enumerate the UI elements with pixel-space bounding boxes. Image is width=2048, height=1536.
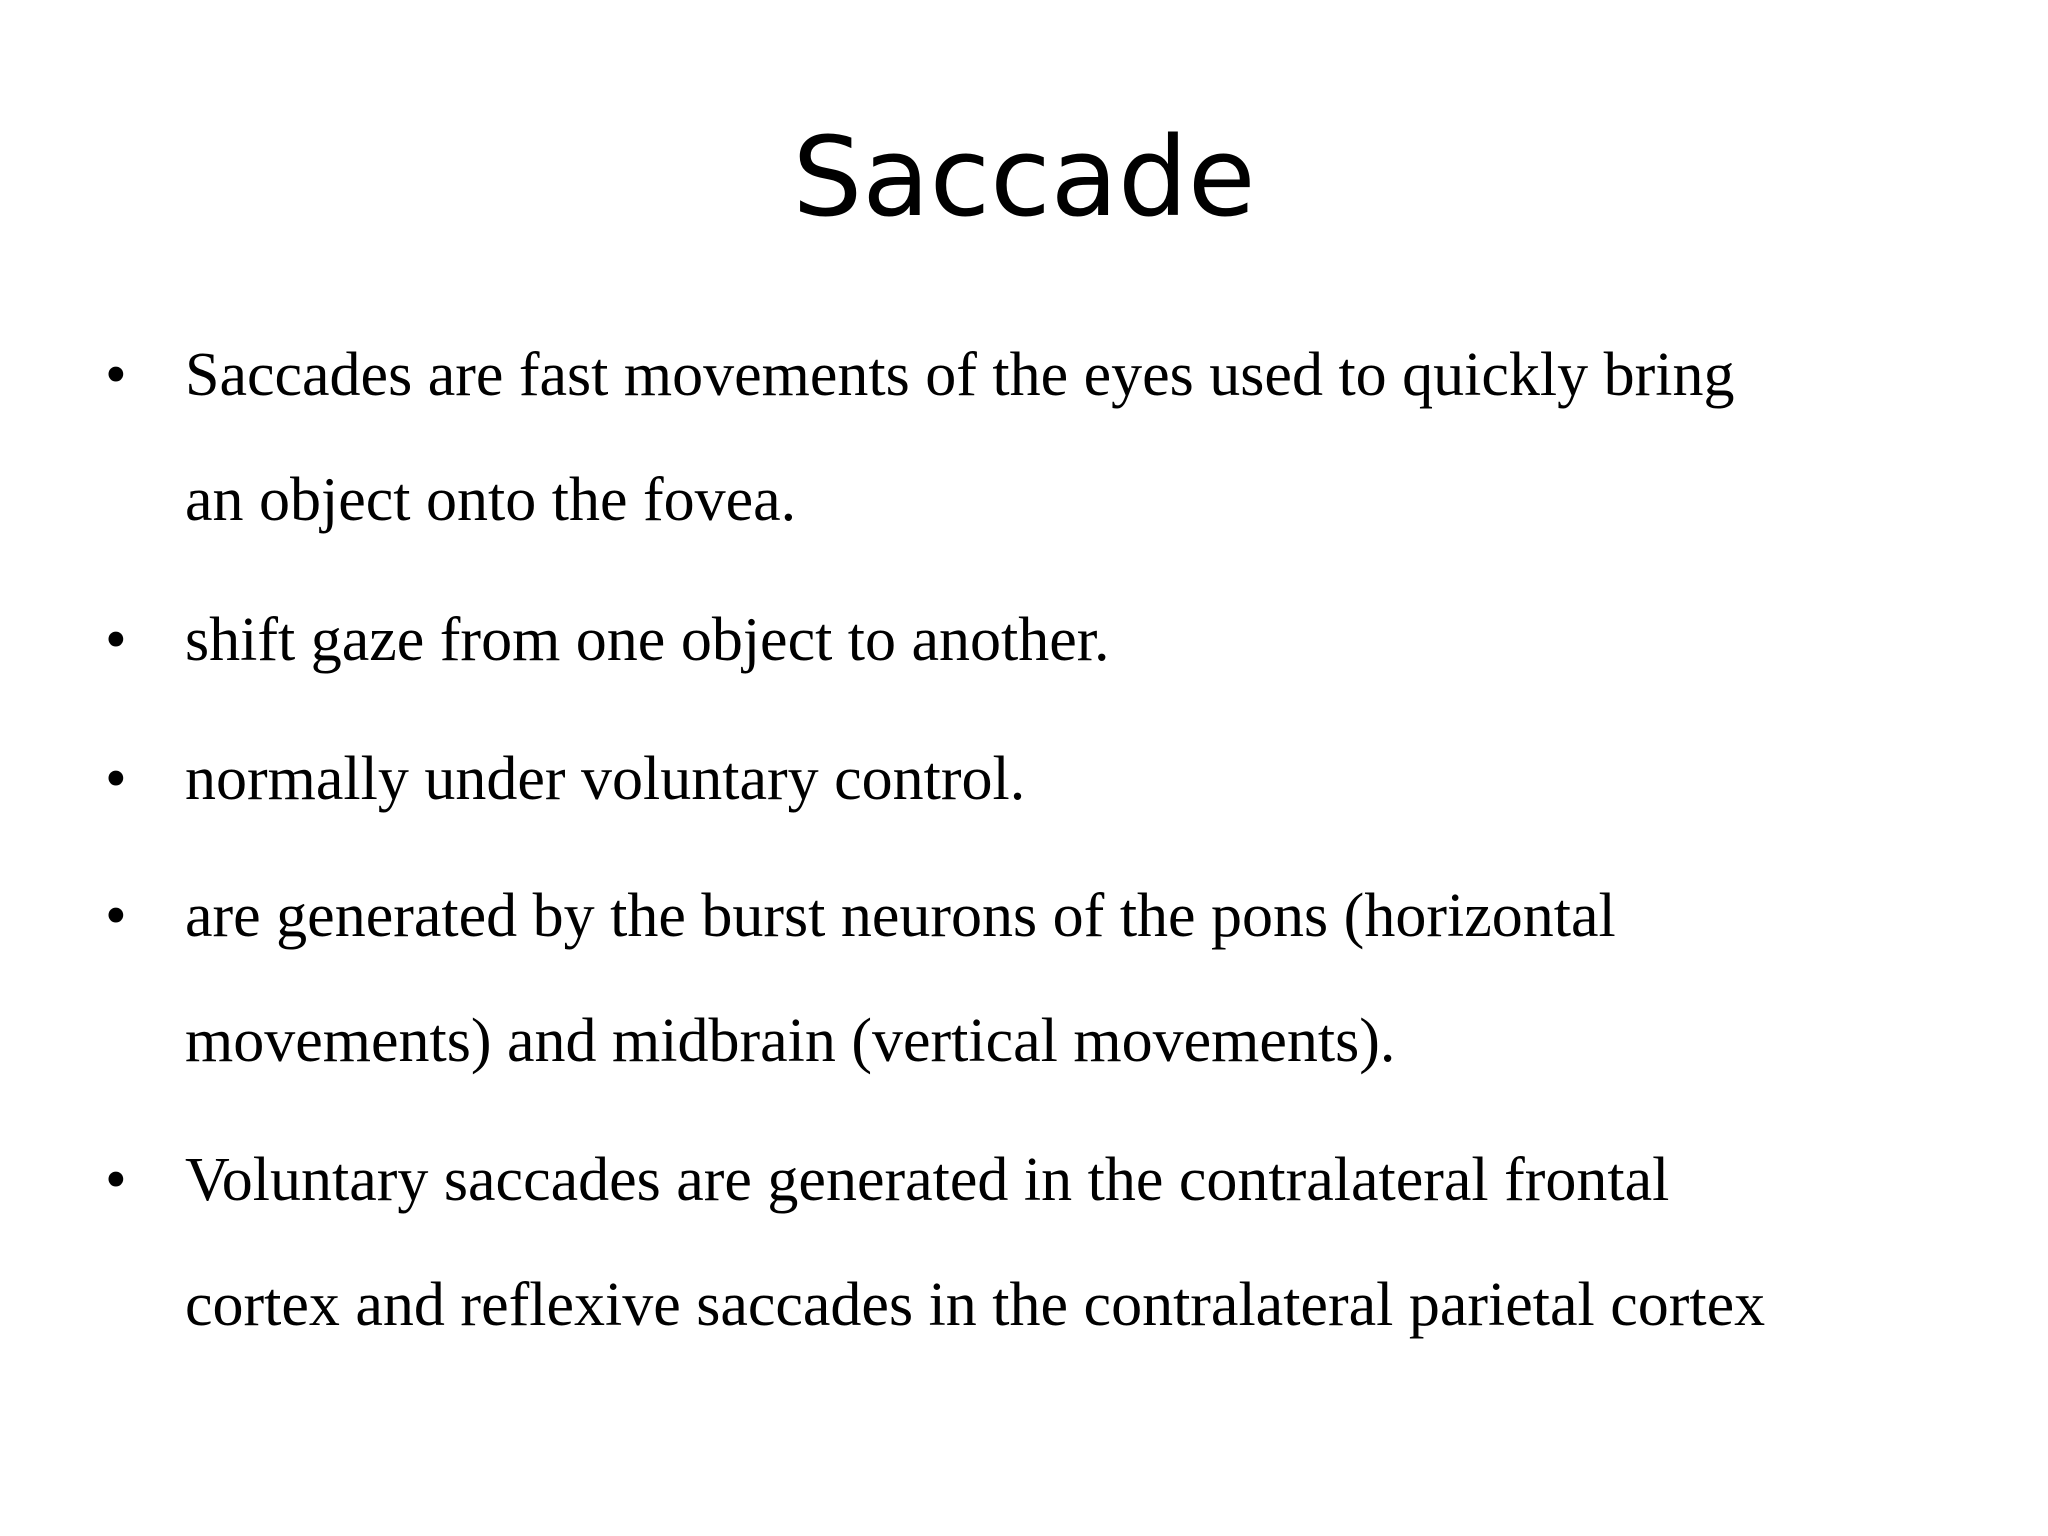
- bullet-text-line: an object onto the fovea.: [185, 466, 797, 534]
- slide-title: Saccade: [792, 113, 1256, 241]
- bullet-text-line: Voluntary saccades are generated in the contralateral frontal: [185, 1146, 1670, 1214]
- bullet-text-line: shift gaze from one object to another.: [185, 606, 1110, 674]
- bullet-text-line: cortex and reflexive saccades in the contralateral parietal cortex: [185, 1271, 1766, 1339]
- bullet-marker: •: [105, 1146, 127, 1214]
- bullet-marker: •: [105, 606, 127, 674]
- bullet-marker: •: [105, 882, 127, 950]
- bullet-marker: •: [105, 341, 127, 409]
- bullet-text-line: Saccades are fast movements of the eyes used to quickly bring: [185, 341, 1735, 409]
- bullet-text-line: normally under voluntary control.: [185, 745, 1026, 813]
- bullet-text-line: are generated by the burst neurons of the pons (horizontal: [185, 882, 1616, 950]
- bullet-text-line: movements) and midbrain (vertical movements).: [185, 1007, 1396, 1075]
- bullet-marker: •: [105, 745, 127, 813]
